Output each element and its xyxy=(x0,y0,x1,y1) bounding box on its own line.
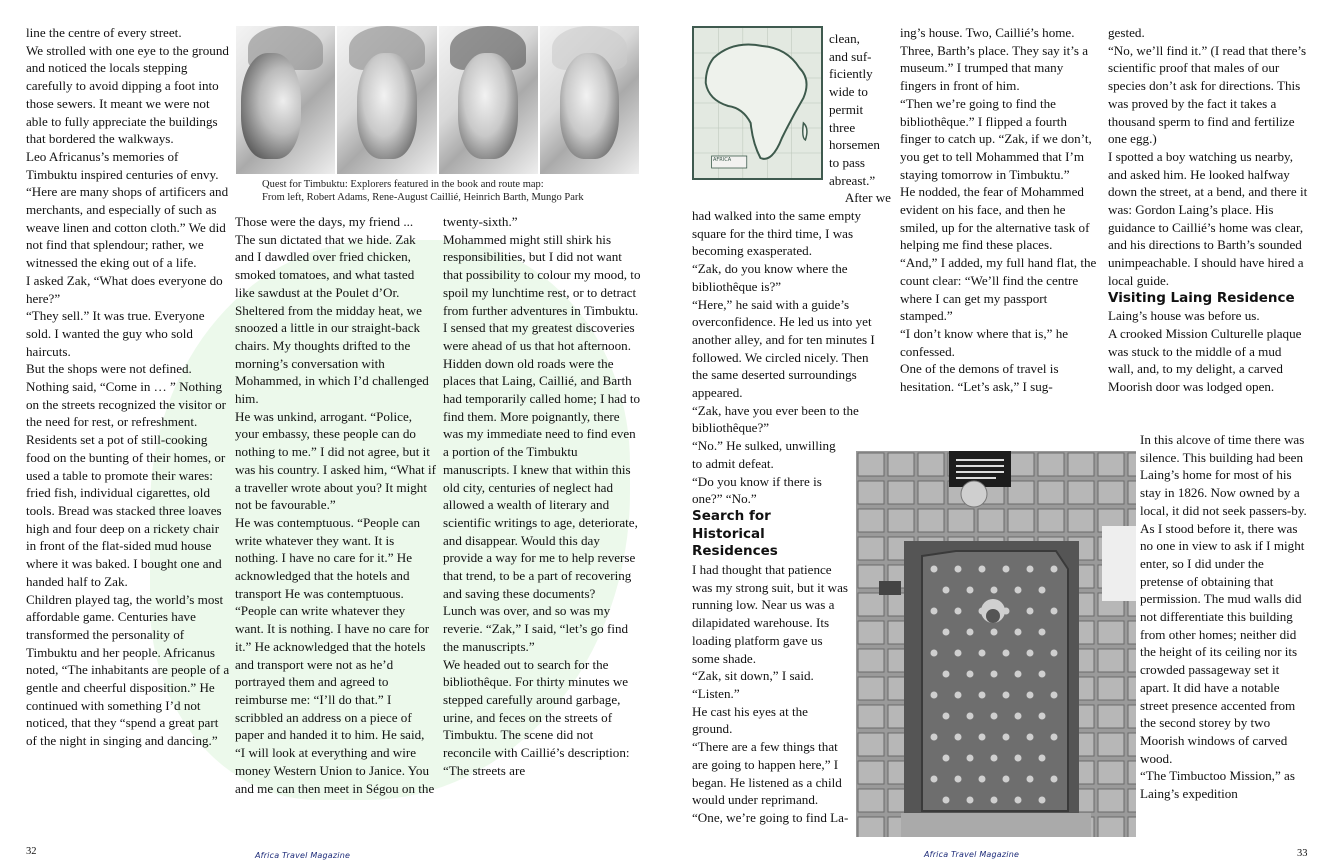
door-stud xyxy=(1039,587,1046,594)
right-column-1 xyxy=(692,207,882,827)
door-stud xyxy=(1003,692,1010,699)
door-stud xyxy=(1015,671,1022,678)
portrait-heinrich-barth xyxy=(439,26,538,174)
door-stud xyxy=(991,797,998,804)
right-column-3-continued xyxy=(1140,431,1310,803)
door-stud xyxy=(967,671,974,678)
door-stud xyxy=(1027,608,1034,615)
door-stud xyxy=(991,629,998,636)
paragraph: I asked Zak, “What does everyone do here?” xyxy=(26,272,223,306)
door-stud xyxy=(1027,566,1034,573)
left-column-2 xyxy=(235,213,437,797)
paragraph: Those were the days, my friend ... xyxy=(235,214,414,229)
portrait-robert-adams xyxy=(236,26,335,174)
paragraph: “Zak, have you ever been to the bibliothêque?” xyxy=(692,402,859,436)
magazine-footer-right: Africa Travel Magazine xyxy=(924,850,1020,859)
door-stud xyxy=(955,650,962,657)
africa-map-image xyxy=(692,26,823,180)
door-stud xyxy=(979,650,986,657)
paragraph: “Zak, sit down,” I said. “Listen.” xyxy=(692,668,814,701)
section-heading-laing-residence: Visiting Laing Residence xyxy=(1108,289,1295,306)
door-stud xyxy=(955,776,962,783)
right-column-1-wrap xyxy=(829,30,891,207)
door-stud xyxy=(1003,608,1010,615)
door-stud xyxy=(1015,797,1022,804)
door-stud xyxy=(979,692,986,699)
paragraph: “There are a few things that are going to happen here,” I began. He listened as a child would under reprimand. “One, we’re going to find La- xyxy=(692,739,849,825)
paragraph: He nodded, the fear of Mohammed evident on his face, and then he smiled, up for the alternative task of helping me find these places. xyxy=(900,184,1090,253)
text-line: clean, xyxy=(829,31,860,46)
door-stud xyxy=(943,629,950,636)
door-stud xyxy=(991,671,998,678)
photo-caption xyxy=(262,178,642,204)
door-stud xyxy=(967,587,974,594)
door-stud xyxy=(943,671,950,678)
door-stud xyxy=(1039,713,1046,720)
paragraph: A crooked Mission Culturelle plaque was stuck to the middle of a mud wall, and, to my delight, a carved Moorish door was lodged open. xyxy=(1108,325,1302,395)
paragraph: We strolled with one eye to the ground and noticed the locals stepping carefully to avoid dipping a foot into those sewers. It meant we were not able to fully appreciate the buildings that bordered the walkways. xyxy=(26,42,229,147)
explorer-portraits-photo xyxy=(236,26,639,174)
paragraph: “No.” He sulked, unwilling to admit defeat. xyxy=(692,438,836,471)
caption-line: Quest for Timbuktu: Explorers featured in the book and route map: xyxy=(262,179,544,190)
door-stud xyxy=(1051,776,1058,783)
door-stud xyxy=(1027,650,1034,657)
door-stud xyxy=(991,587,998,594)
door-stud xyxy=(1015,587,1022,594)
text-line: permit xyxy=(829,101,864,117)
paragraph: “And,” I added, my full hand flat, the count clear: “We’ll find the centre where I can get my passport stamped.” xyxy=(900,255,1097,324)
door-stud xyxy=(955,692,962,699)
portrait-mungo-park xyxy=(540,26,639,174)
door-stud xyxy=(967,713,974,720)
caption-line: From left, Robert Adams, Rene-August Caillié, Heinrich Barth, Mungo Park xyxy=(262,192,584,203)
door-stud xyxy=(955,566,962,573)
paragraph: One of the demons of travel is hesitation. “Let’s ask,” I sug- xyxy=(900,361,1059,395)
text-line: three xyxy=(829,119,856,135)
paragraph: He was unkind, arrogant. “Police, your embassy, these people can do nothing to me.” I did not agree, but it was his country. I asked him, “What if a traveller wrote about you? It might not be favourable.” xyxy=(235,408,436,513)
door-stud xyxy=(943,587,950,594)
door-stud xyxy=(1027,734,1034,741)
door-stud xyxy=(1027,776,1034,783)
left-column-3 xyxy=(443,213,641,780)
door-stud xyxy=(979,734,986,741)
door-stud xyxy=(1003,566,1010,573)
door-stud xyxy=(1051,650,1058,657)
paragraph: Lunch was over, and so was my reverie. “Zak,” I said, “let’s go find the manuscripts.” xyxy=(443,603,629,654)
paragraph: I had thought that patience was my strong suit, but it was running low. Near us was a dilapidated warehouse. Its loading platform gave us some shade. xyxy=(692,562,849,666)
text-line: After we xyxy=(844,190,891,206)
door-stud xyxy=(943,797,950,804)
door-stud xyxy=(931,734,938,741)
door-stud xyxy=(1015,755,1022,762)
paragraph: I spotted a boy watching us nearby, and asked him. He looked halfway down the street, at a bend, and there it was: Gordon Laing’s place. His guidance to Caillié’s home was clear, and his directions to Barth’s sounded unimpeachable. I should have hired a local guide. xyxy=(1108,148,1308,288)
paragraph: “Here,” he said with a guide’s overconfidence. He led us into yet another alley, and for ten minutes I followed. We circled nicely. Then the same deserted surroundings appeared. xyxy=(692,296,875,401)
text-line: and suf- xyxy=(829,48,872,64)
paragraph: “Do you know if there is one?” “No.” xyxy=(692,473,822,507)
paragraph: In this alcove of time there was silence. This building had been Laing’s home for most of his stay in 1826. Now owned by a local, it did not seek passers-by. As I stood before it, there was no one in view to ask if I might enter, so I did under the pretense of obtaining that permission. The mud walls did not differentiate this building from other homes; neither did the height of its ceiling nor its crowded passageway set it apart. It did have a notable street presence accented from the second storey by two Moorish windows of carved wood. xyxy=(1140,432,1307,766)
door-stud xyxy=(979,776,986,783)
paragraph: line the centre of every street. xyxy=(26,25,182,40)
door-stud xyxy=(1003,650,1010,657)
door-stud xyxy=(991,755,998,762)
door-stud xyxy=(1003,776,1010,783)
paragraph: had walked into the same empty square for the third time, I was becoming exasperated. xyxy=(692,208,862,259)
door-stud xyxy=(967,629,974,636)
door-stud xyxy=(1051,692,1058,699)
door-stud xyxy=(1051,734,1058,741)
page-number-left: 32 xyxy=(26,846,37,857)
paragraph: ing’s house. Two, Caillié’s home. Three, Barth’s place. They say it’s a museum.” I trumped that many fingers in front of him. xyxy=(900,25,1089,94)
door-stud xyxy=(1003,734,1010,741)
text-line: abreast.” xyxy=(829,172,876,188)
door-stud xyxy=(991,713,998,720)
paragraph: He was contemptuous. “People can write whatever they want. It is nothing. I have no care for it.” He acknowledged that the hotels and transport He was contemptuous. “People can write whatever they want. It is nothing. I have no care for it.” He acknowledged that the hotels and transport were not as he’d portrayed them and agreed to reimburse me: “I’ll do that.” I scribbled an address on a piece of paper and handed it to him. He said, “I will look at everything and wire money Western Union to Janice. You and me can then meet in Ségou on the xyxy=(235,514,435,796)
paragraph: “No, we’ll find it.” (I read that there’s scientific proof that males of our species don’t ask for directions. This was proved by the fact it takes a thousand sperm to find and fertilize one egg.) xyxy=(1108,42,1307,147)
door-stud xyxy=(943,713,950,720)
door-stud xyxy=(967,755,974,762)
paragraph: The sun dictated that we hide. Zak and I dawdled over fried chicken, smoked tomatoes, and what tasted like sawdust at the Poulet d’Or. Sheltered from the midday heat, we snoozed a little in our straight-back chairs. My thoughts drifted to the morning’s conversation with Mohammed, in which I’d challenged him. xyxy=(235,231,429,407)
text-line: wide to xyxy=(829,84,868,100)
door-stud xyxy=(931,650,938,657)
moorish-door-photo xyxy=(856,451,1136,837)
paragraph: Mohammed might still shirk his responsibilities, but I did not want that possibility to colour my mood, to spoil my lunchtime rest, or to detract from further adventures in Timbuktu. xyxy=(443,231,641,318)
paragraph: “They sell.” It was true. Everyone sold. I wanted the guy who sold haircuts. xyxy=(26,308,205,359)
door-stud xyxy=(943,755,950,762)
door-stud xyxy=(1039,671,1046,678)
paragraph: Children played tag, the world’s most affordable game. Centuries have transformed the personality of Timbuktu and her people. Africanus noted, “The inhabitants are people of a gentle and cheerful disposition.” He continued with something I’d not noticed, that they “spend a great part of the night in singing and dancing.” xyxy=(26,591,230,749)
paragraph: I sensed that my greatest discoveries were ahead of us that hot afternoon. Hidden down old roads were the places that Laing, Caillié, and Barth had temporarily called home; I had to find them. More poignantly, there was my immediate need to find even a portion of the Timbuktu manuscripts. I knew that within this old city, centuries of neglect had allowed a wealth of literary and scientific writings to age, deteriorate, and disappear. Would this day provide a way for me to help reverse that trend, to be a part of recovering and saving these documents? xyxy=(443,320,641,601)
door-stud xyxy=(931,776,938,783)
paragraph: We headed out to search for the bibliothêque. For thirty minutes we stepped carefully around garbage, urine, and feces on the streets of Timbuktu. The scene did not reconcile with Caillié’s description: “The streets are xyxy=(443,656,630,778)
text-line: horsemen xyxy=(829,137,880,153)
text-line: to pass xyxy=(829,154,866,170)
paragraph: But the shops were not defined. Nothing said, “Come in … ” Nothing on the streets recognized the visitor or the need for rest, or refreshment. Residents set a pot of still-cooking food on the bunting of their homes, or used a table to promote their wares: fried fish, individual cigarettes, old tools. Bread was stacked three loaves high and four deep on a rickety chair in front of the flat-sided mud house where it was baked. I bought one and handed half to Zak. xyxy=(26,361,226,589)
door-stud xyxy=(1039,629,1046,636)
left-column-1 xyxy=(26,24,231,750)
door-stud xyxy=(931,608,938,615)
door-stud xyxy=(967,797,974,804)
text-line: ficiently xyxy=(829,66,873,82)
paragraph: “Then we’re going to find the bibliothêque.” I flipped a fourth finger to catch up. “Zak, if we don’t, you get to tell Mohammed that I’m staying tomorrow in Timbuktu.” xyxy=(900,95,1092,182)
portrait-rene-caillie xyxy=(337,26,436,174)
paragraph: gested. xyxy=(1108,25,1145,40)
section-heading-historical-residences: Search for Historical Residences xyxy=(692,507,778,560)
door-stud xyxy=(979,608,986,615)
door-stud xyxy=(1015,629,1022,636)
door-stud xyxy=(931,566,938,573)
paragraph: “I don’t know where that is,” he confessed. xyxy=(900,325,1069,359)
door-stud xyxy=(979,566,986,573)
door-stud xyxy=(1027,692,1034,699)
door-stud xyxy=(1051,608,1058,615)
door-stud xyxy=(1039,797,1046,804)
door-stud xyxy=(1015,713,1022,720)
page-number-right: 33 xyxy=(1297,848,1308,859)
paragraph: twenty-sixth.” xyxy=(443,214,518,229)
door-stud xyxy=(955,734,962,741)
right-column-2 xyxy=(900,24,1100,396)
magazine-footer-left: Africa Travel Magazine xyxy=(255,851,351,860)
door-stud xyxy=(1051,566,1058,573)
door-stud xyxy=(1039,755,1046,762)
right-column-3 xyxy=(1108,24,1308,396)
paragraph: Laing’s house was before us. xyxy=(1108,308,1260,324)
map-label: AFRICA xyxy=(713,157,732,163)
door-stud xyxy=(931,692,938,699)
paragraph: He cast his eyes at the ground. xyxy=(692,703,808,737)
paragraph: “Zak, do you know where the bibliothêque is?” xyxy=(692,261,848,294)
door-stud xyxy=(955,608,962,615)
paragraph: Leo Africanus’s memories of Timbuktu inspired centuries of envy. “Here are many shops of artificers and merchants, and especially of such as weave linen and cotton cloth.” We did not find that splendour; rather, we witnessed the eking out of a life. xyxy=(26,148,229,271)
paragraph: “The Timbuctoo Mission,” as Laing’s expedition xyxy=(1140,768,1295,802)
